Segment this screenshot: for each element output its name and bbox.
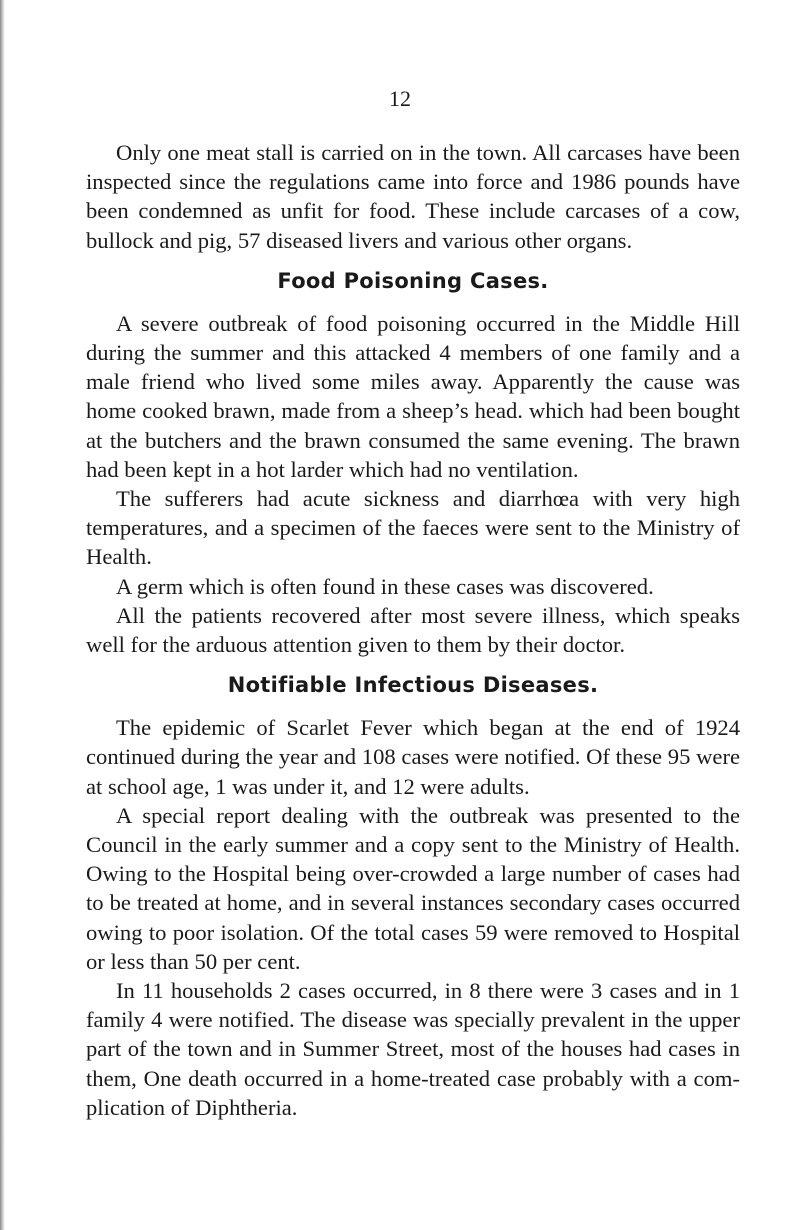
heading-notifiable-diseases: Notifiable Infectious Diseases.	[227, 673, 599, 698]
paragraph-households: In 11 households 2 cases occurred, in 8 there were 3 cases and in 1 family 4 were notified. The disease was specially prevalent in the upper part of the town and in Summer Street, most of the houses had cases in them, One death occurred in a home-treated case probably with a com-plication of Diphtheria.	[86, 978, 740, 1120]
paragraph-food-poisoning-recovery: All the patients recovered after most severe illness, which speaks well for the arduous attention given to them by their doctor.	[86, 602, 740, 658]
paragraph-food-poisoning-germ: A germ which is often found in these cases was discovered.	[116, 573, 654, 599]
heading-food-poisoning: Food Poisoning Cases.	[277, 268, 549, 293]
paragraph-special-report: A special report dealing with the outbreak was presented to the Council in the early summer and a copy sent to the Ministry of Health. Owing to the Hospital being over-crowded a large number of cases had to be treated at home, and in several instances secondary cases occurred owing to poor isolation. Of the total cases 59 were removed to Hospital or less than 50 per cent.	[86, 802, 740, 974]
paragraph-food-poisoning-symptoms: The sufferers had acute sickness and diarrhœa with very high temperatures, and a specimen of the faeces were sent to the Ministry of Health.	[86, 486, 740, 570]
paragraph-food-poisoning-outbreak: A severe outbreak of food poisoning occurred in the Middle Hill during the summer and this attacked 4 members of one family and a male friend who lived some miles away. Apparently the cause was home cooked brawn, made from a sheep’s head. which had been bought at the butchers and the brawn consumed the same evening. The brawn had been kept in a hot larder which had no ventilation.	[86, 310, 740, 482]
paragraph-meat-inspection: Only one meat stall is carried on in the town. All carcases have been inspected since the regulations came into force and 1986 pounds have been condemned as unfit for food. These include carcases of a cow, bullock and pig, 57 diseased livers and various other organs.	[86, 140, 740, 253]
paragraph-scarlet-fever-epidemic: The epidemic of Scarlet Fever which began at the end of 1924 continued during the year and 108 cases were notified. Of these 95 were at school age, 1 was under it, and 12 were adults.	[86, 715, 740, 799]
page-number: 12	[389, 86, 411, 111]
page-edge-shadow	[0, 0, 5, 1230]
document-body	[86, 138, 740, 1122]
